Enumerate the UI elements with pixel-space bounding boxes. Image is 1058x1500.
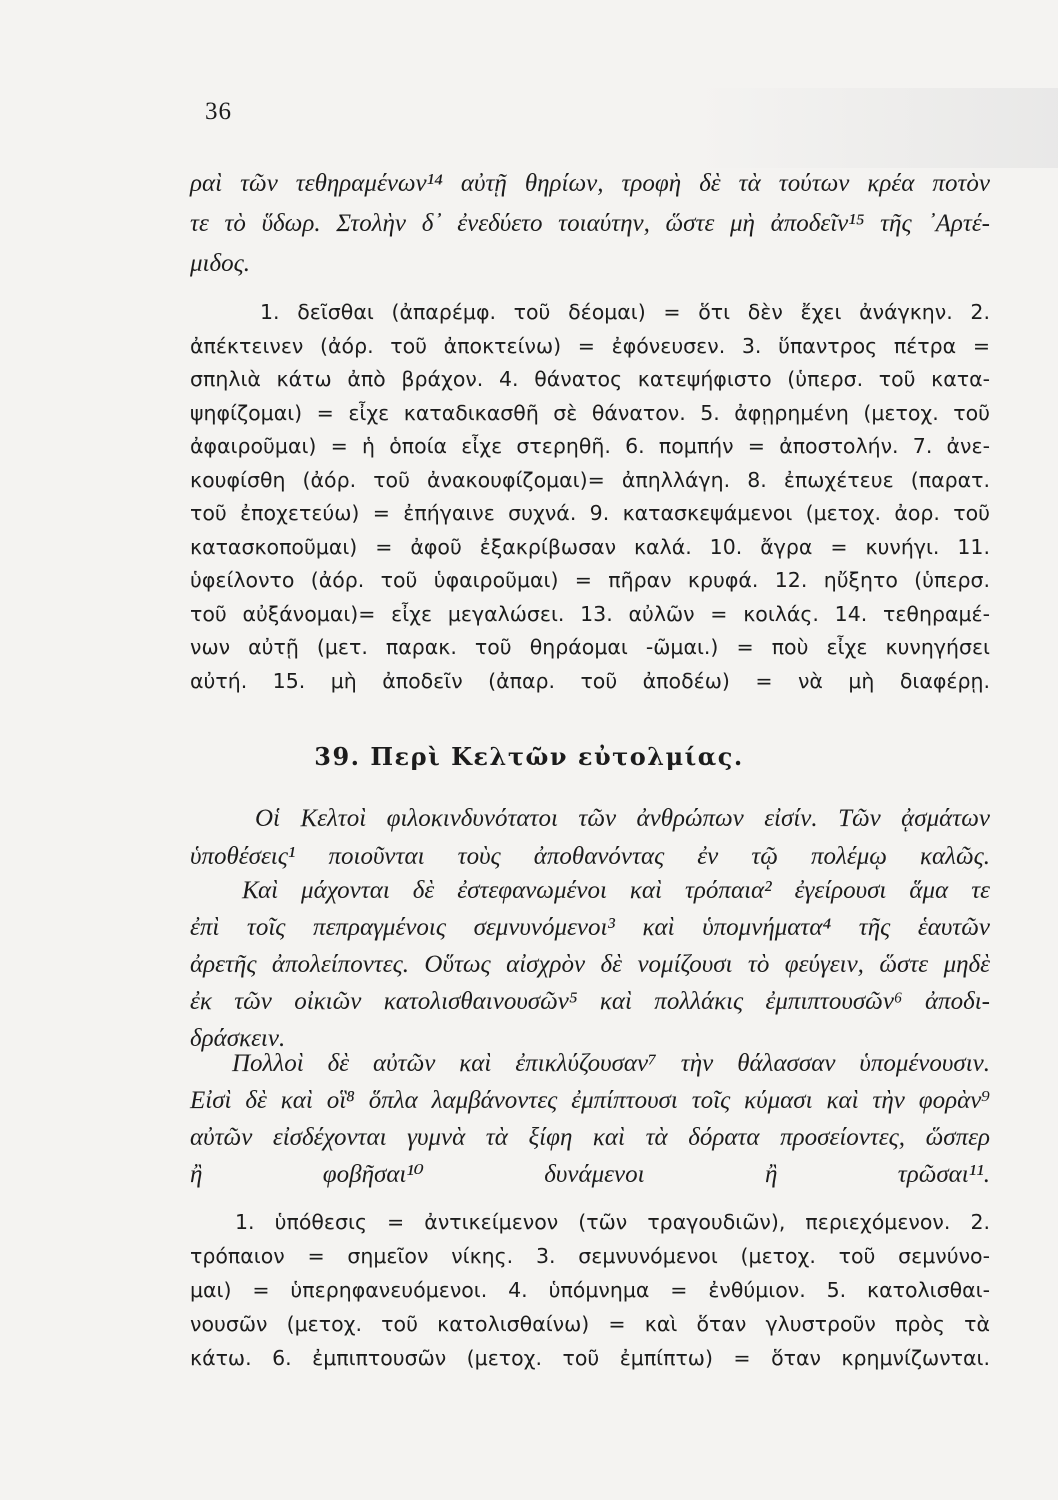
footnote-line: κουφίσθη (ἀόρ. τοῦ ἀνακουφίζομαι)= ἀπηλλάγη. 8. ἐπωχέτευε (παρατ. bbox=[190, 467, 990, 492]
text-line: αὐτῶν εἰσδέχονται γυμνὰ τὰ ξίφη καὶ τὰ δόρατα προσείοντες, ὥσπερ bbox=[190, 1124, 990, 1151]
text-line: Οἱ Κελτοὶ φιλοκινδυνότατοι τῶν ἀνθρώπων εἰσίν. Τῶν ᾀσμάτων bbox=[255, 805, 990, 832]
text-line: μιδος. bbox=[190, 250, 251, 277]
footnotes-section-1 bbox=[190, 296, 990, 698]
body-paragraph-2 bbox=[190, 872, 990, 1057]
text-line: ἐκ τῶν οἰκιῶν κατολισθαινουσῶν⁵ καὶ πολλάκις ἐμπιπτουσῶν⁶ ἀποδι- bbox=[190, 988, 990, 1015]
intro-paragraph bbox=[190, 164, 990, 284]
footnote-line: ἀπέκτεινεν (ἀόρ. τοῦ ἀποκτείνω) = ἐφόνευσεν. 3. ὕπαντρος πέτρα = bbox=[190, 333, 990, 358]
footnote-line: κάτω. 6. ἐμπιπτουσῶν (μετοχ. τοῦ ἐμπίπτω) = ὅταν κρημνίζωνται. bbox=[190, 1346, 990, 1370]
footnote-line: τρόπαιον = σημεῖον νίκης. 3. σεμνυνόμενοι (μετοχ. τοῦ σεμνύνο- bbox=[190, 1244, 990, 1268]
footnote-line: 1. δεῖσθαι (ἀπαρέμφ. τοῦ δέομαι) = ὅτι δὲν ἔχει ἀνάγκην. 2. bbox=[260, 300, 990, 324]
section-heading: 39. Περὶ Κελτῶν εὐτολμίας. bbox=[314, 742, 744, 771]
text-line: ἐπὶ τοῖς πεπραγμένοις σεμνυνόμενοι³ καὶ ὑπομνήματα⁴ τῆς ἑαυτῶν bbox=[190, 914, 990, 941]
footnote-line: ψηφίζομαι) = εἶχε καταδικασθῆ σὲ θάνατον. 5. ἀφῃρημένη (μετοχ. τοῦ bbox=[190, 400, 990, 425]
footnote-line: μαι) = ὑπερηφανευόμενοι. 4. ὑπόμνημα = ἐνθύμιον. 5. κατολισθαι- bbox=[190, 1278, 990, 1302]
footnotes-section-2 bbox=[190, 1205, 990, 1375]
scan-shadow bbox=[698, 88, 1058, 168]
text-line: Εἰσὶ δὲ καὶ οἳ⁸ ὅπλα λαμβάνοντες ἐμπίπτουσι τοῖς κύμασι καὶ τὴν φορὰν⁹ bbox=[190, 1087, 990, 1114]
text-line: ραὶ τῶν τεθηραμένων¹⁴ αὐτῇ θηρίων, τροφὴ δὲ τὰ τούτων κρέα ποτὸν bbox=[190, 170, 990, 197]
text-line: Καὶ μάχονται δὲ ἐστεφανωμένοι καὶ τρόπαια² ἐγείρουσι ἅμα τε bbox=[242, 877, 990, 904]
text-line: ἀρετῆς ἀπολείποντες. Οὕτως αἰσχρὸν δὲ νομίζουσι τὸ φεύγειν, ὥστε μηδὲ bbox=[190, 951, 990, 978]
footnote-line: κατασκοποῦμαι) = ἀφοῦ ἐξακρίβωσαν καλά. 10. ἄγρα = κυνήγι. 11. bbox=[190, 534, 990, 559]
text-line: τε τὸ ὕδωρ. Στολὴν δ᾽ ἐνεδύετο τοιαύτην, ὥστε μὴ ἀποδεῖν¹⁵ τῆς ᾽Αρτέ- bbox=[190, 210, 990, 237]
text-line: ἢ φοβῆσαι¹⁰ δυνάμενοι ἢ τρῶσαι¹¹. bbox=[190, 1161, 990, 1188]
footnote-line: ἀφαιροῦμαι) = ἡ ὁποία εἶχε στερηθῆ. 6. πομπήν = ἀποστολήν. 7. ἀνε- bbox=[190, 434, 990, 458]
text-line: ὑποθέσεις¹ ποιοῦνται τοὺς ἀποθανόντας ἐν τῷ πολέμῳ καλῶς. bbox=[190, 843, 990, 870]
footnote-line: σπηλιὰ κάτω ἀπὸ βράχον. 4. θάνατος κατεψήφιστο (ὑπερσ. τοῦ κατα- bbox=[190, 367, 990, 391]
text-line: Πολλοὶ δὲ αὐτῶν καὶ ἐπικλύζουσαν⁷ τὴν θάλασσαν ὑπομένουσιν. bbox=[232, 1050, 990, 1077]
footnote-line: τοῦ ἐποχετεύω) = ἐπήγαινε συχνά. 9. κατασκεψάμενοι (μετοχ. ἀορ. τοῦ bbox=[190, 501, 990, 525]
footnote-line: 1. ὑπόθεσις = ἀντικείμενον (τῶν τραγουδιῶν), περιεχόμενον. 2. bbox=[235, 1210, 990, 1234]
body-paragraph-1 bbox=[190, 800, 990, 876]
footnote-line: τοῦ αὐξάνομαι)= εἶχε μεγαλώσει. 13. αὐλῶν = κοιλάς. 14. τεθηραμέ- bbox=[190, 601, 990, 626]
footnote-line: αὐτή. 15. μὴ ἀποδεῖν (ἀπαρ. τοῦ ἀποδέω) = νὰ μὴ διαφέρῃ. bbox=[190, 668, 990, 693]
footnote-line: νουσῶν (μετοχ. τοῦ κατολισθαίνω) = καὶ ὅταν γλυστροῦν πρὸς τὰ bbox=[190, 1312, 990, 1336]
footnote-line: ὑφείλοντο (ἀόρ. τοῦ ὑφαιροῦμαι) = πῆραν κρυφά. 12. ηὔξητο (ὑπερσ. bbox=[190, 568, 990, 592]
text-line: δράσκειν. bbox=[190, 1025, 286, 1052]
page-number: 36 bbox=[205, 98, 232, 125]
body-paragraph-3 bbox=[190, 1045, 990, 1193]
footnote-line: νων αὐτῇ (μετ. παρακ. τοῦ θηράομαι -ῶμαι.) = ποὺ εἶχε κυνηγήσει bbox=[190, 635, 990, 659]
